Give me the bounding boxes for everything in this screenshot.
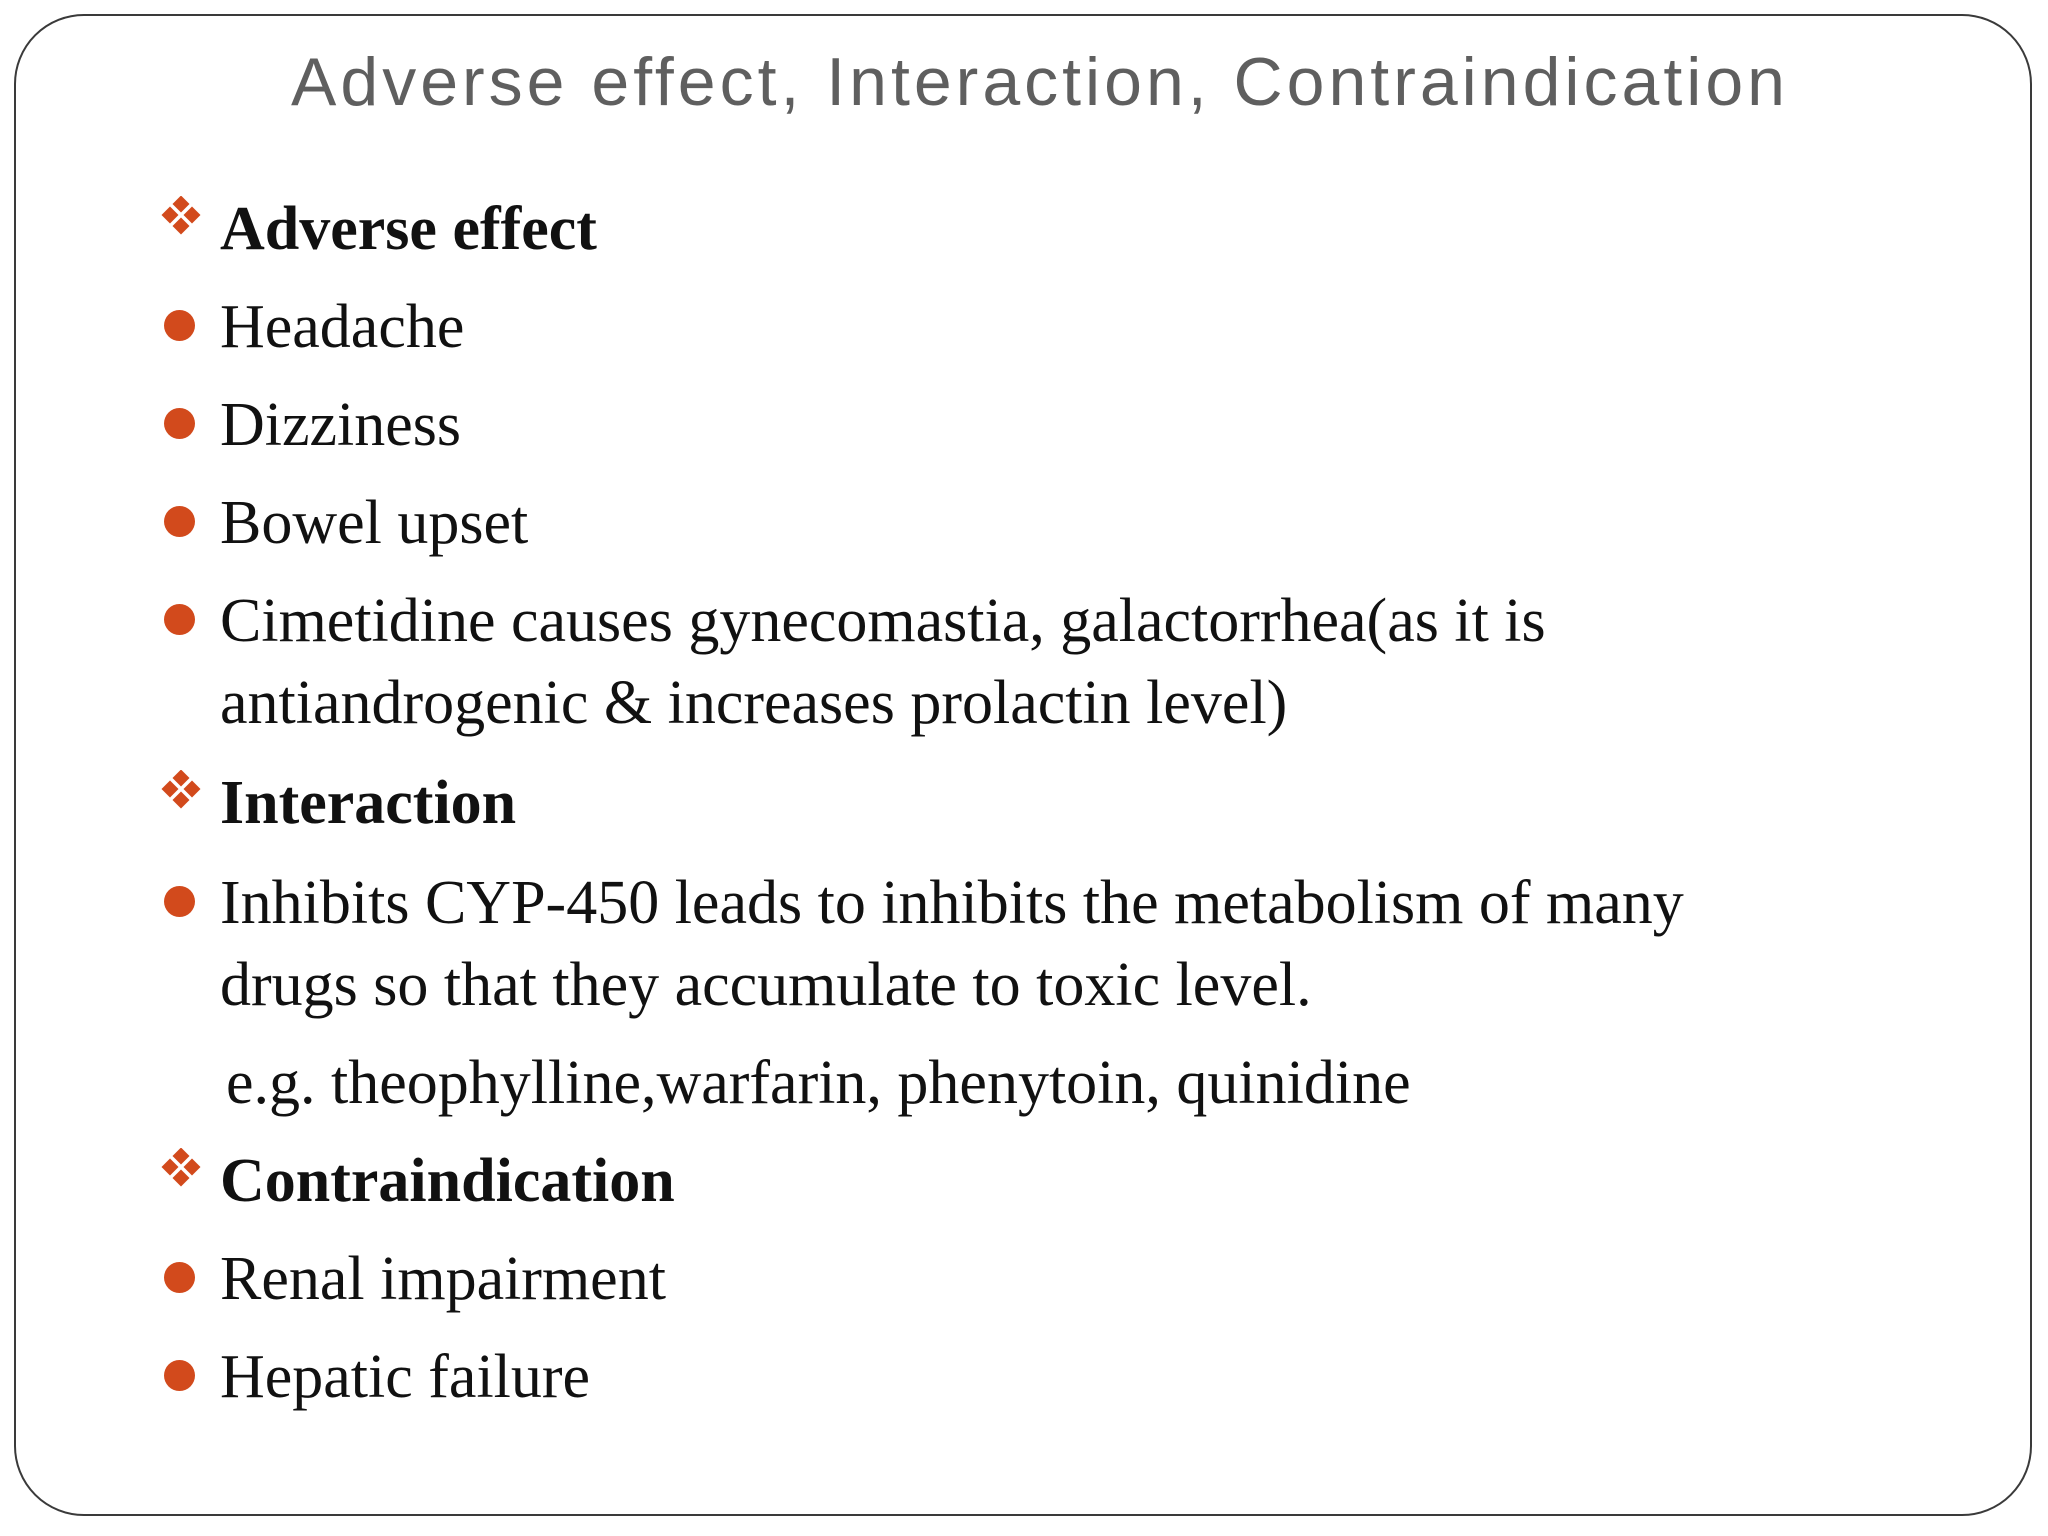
circle-bullet-icon [164, 1262, 195, 1293]
list-item-text-line-1: Inhibits CYP-450 leads to inhibits the metabolism of many [220, 869, 1684, 937]
circle-bullet-icon [164, 310, 195, 341]
section-heading-text: Interaction [220, 769, 517, 837]
section-heading-text: Adverse effect [220, 195, 597, 263]
section-heading-text: Contraindication [220, 1147, 675, 1215]
list-item-text: Headache [220, 293, 465, 361]
list-item-text: Renal impairment [220, 1245, 666, 1313]
diamond-cluster-icon [160, 196, 204, 240]
circle-bullet-icon [164, 1360, 195, 1391]
circle-bullet-icon [164, 604, 195, 635]
list-item-text: Bowel upset [220, 489, 529, 557]
list-item-text: Hepatic failure [220, 1343, 591, 1411]
list-item-text-line-1: Cimetidine causes gynecomastia, galactorrhea(as it is [220, 587, 1546, 655]
diamond-cluster-icon [160, 1148, 204, 1192]
circle-bullet-icon [164, 886, 195, 917]
circle-bullet-icon [164, 408, 195, 439]
example-text: e.g. theophylline,warfarin, phenytoin, quinidine [226, 1049, 1411, 1117]
slide-title: Adverse effect, Interaction, Contraindication [291, 44, 1789, 120]
list-item-text-line-2: drugs so that they accumulate to toxic level. [220, 951, 1312, 1019]
list-item-text-line-2: antiandrogenic & increases prolactin level) [220, 669, 1288, 737]
diamond-cluster-icon [160, 770, 204, 814]
list-item-text: Dizziness [220, 391, 462, 459]
circle-bullet-icon [164, 506, 195, 537]
